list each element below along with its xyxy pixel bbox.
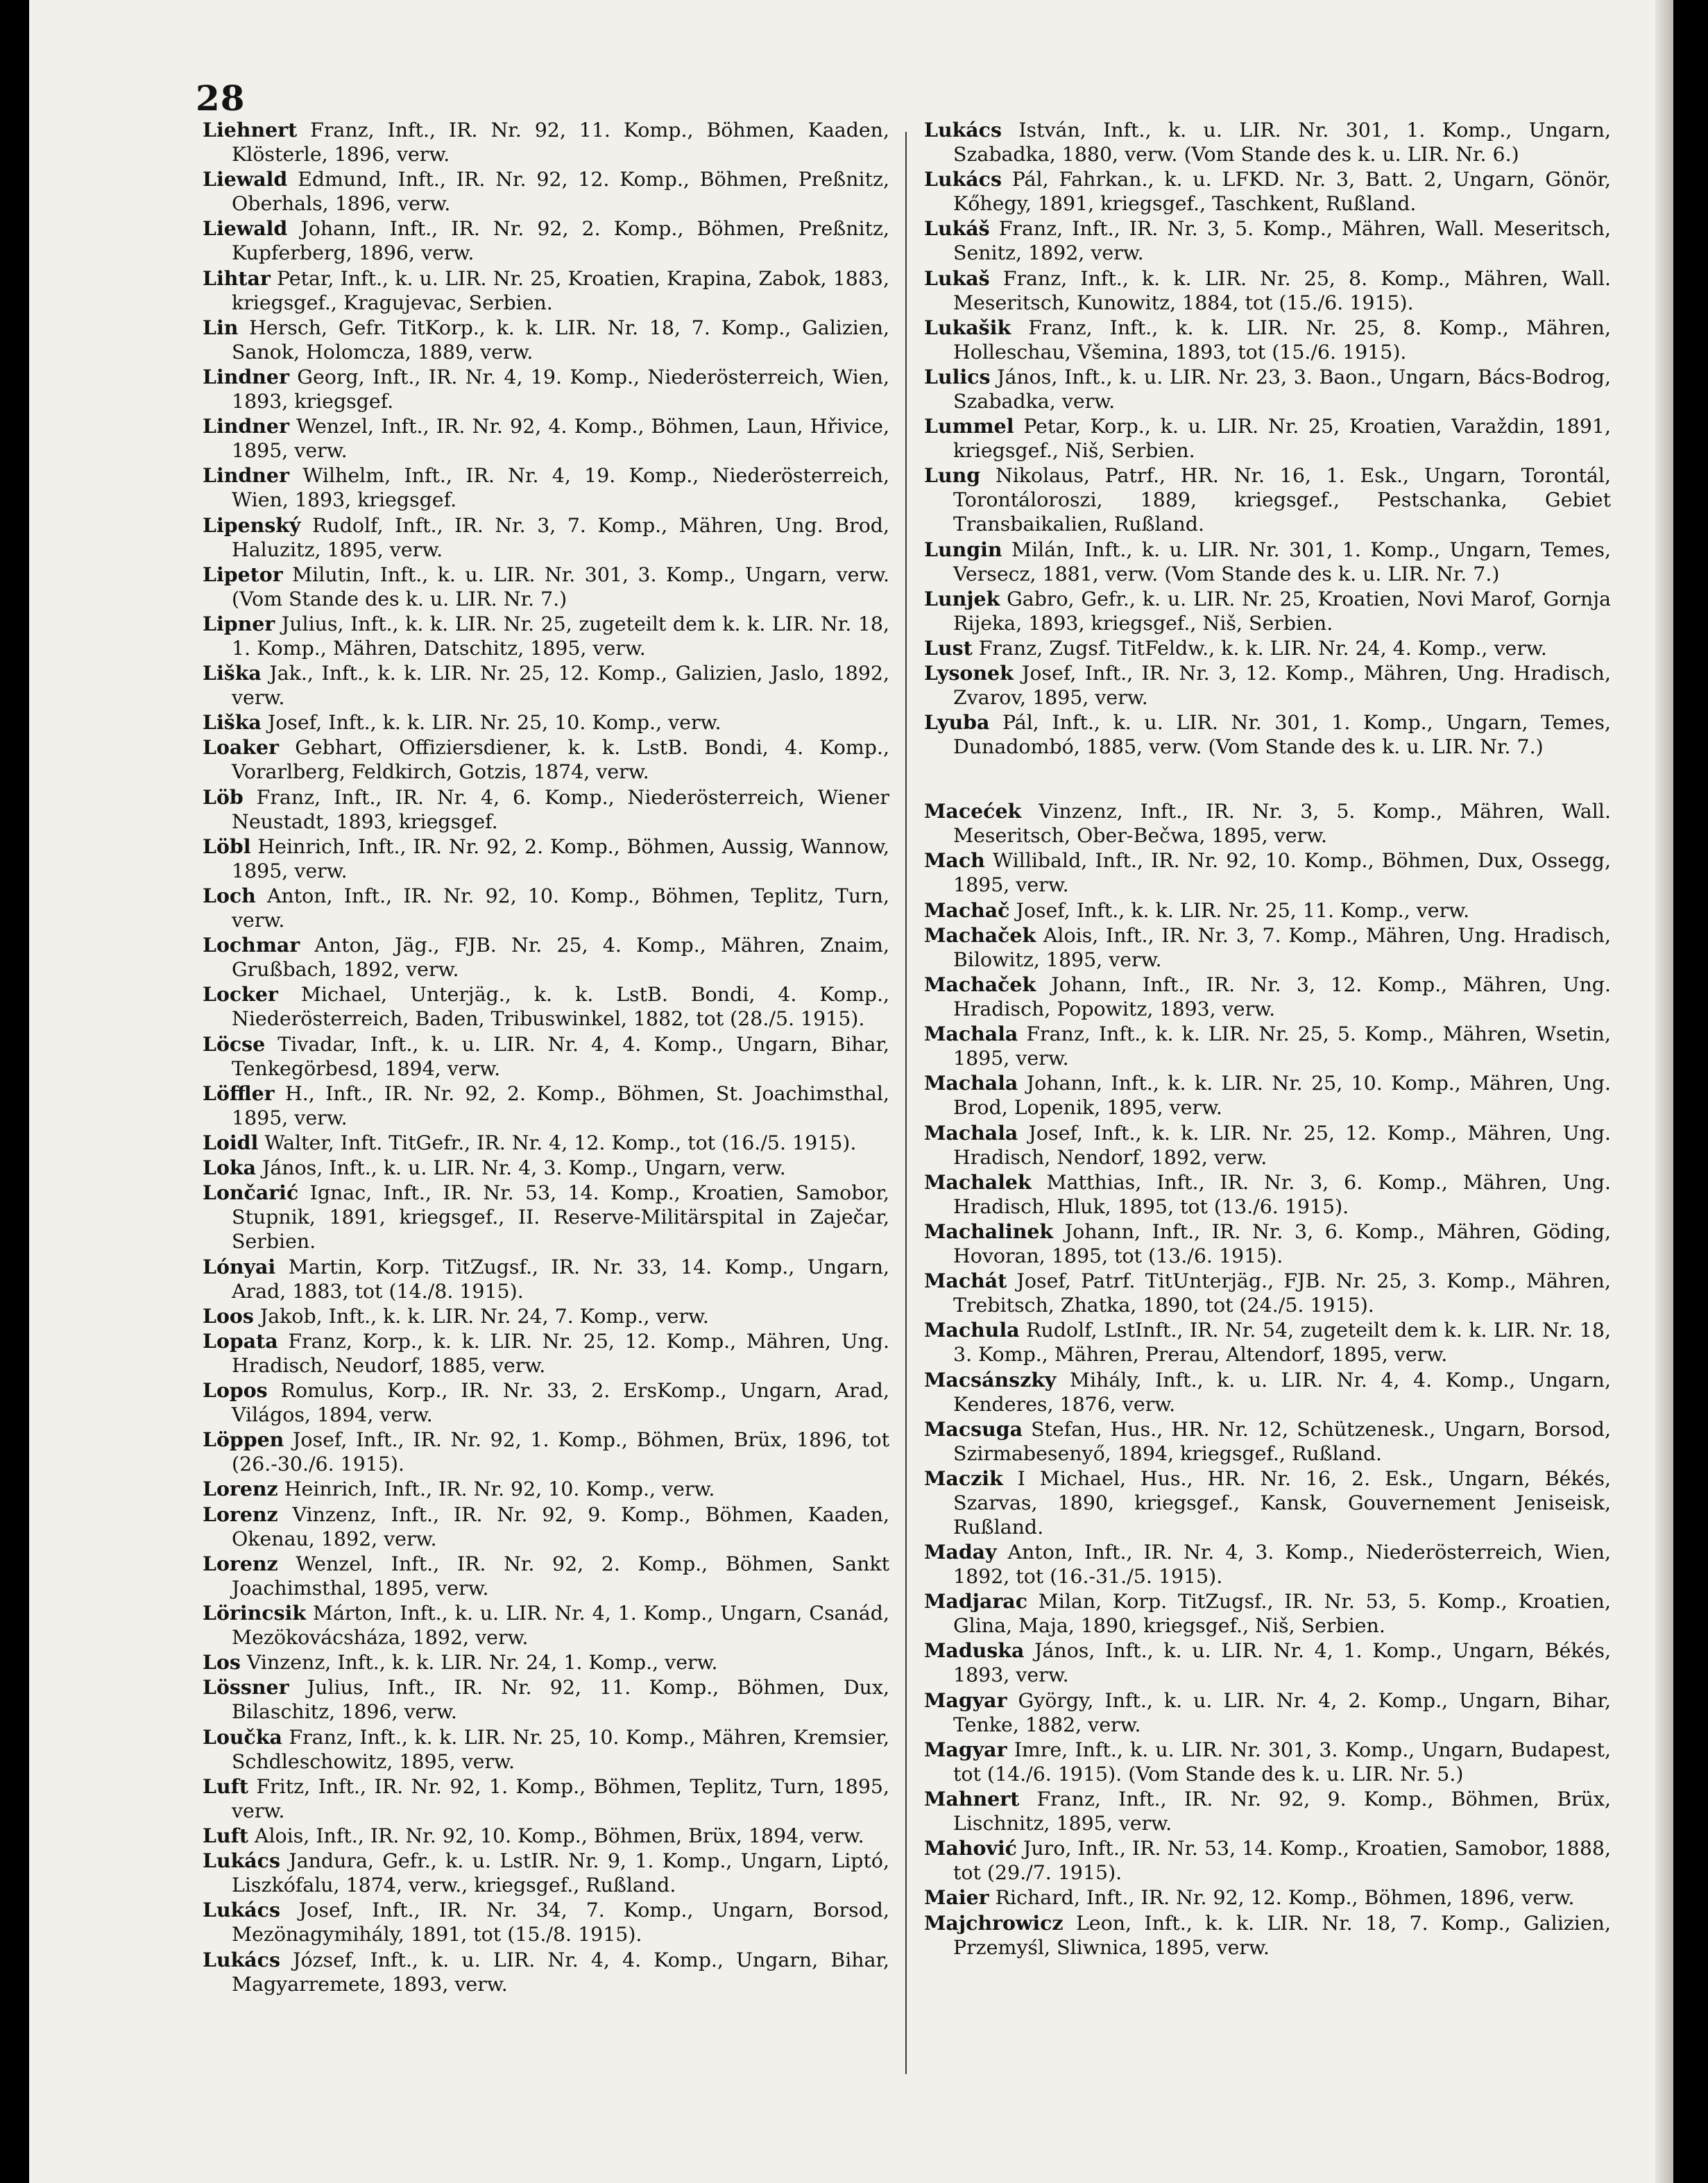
register-entry bbox=[924, 1540, 1611, 1589]
register-entry bbox=[924, 661, 1611, 710]
register-entry bbox=[924, 167, 1611, 216]
entry-details: I Michael, Hus., HR. Nr. 16, 2. Esk., Ungarn, Békés, Szarvas, 1890, kriegsgef., Kansk, Gouvernement Jeniseisk, Rußland. bbox=[953, 1466, 1611, 1539]
entry-details: Hersch, Gefr. TitKorp., k. k. LIR. Nr. 18, 7. Komp., Galizien, Sanok, Holomcza, 1889, verw. bbox=[232, 316, 889, 363]
entry-details: Franz, Inft., IR. Nr. 92, 11. Komp., Böhmen, Kaaden, Klösterle, 1896, verw. bbox=[232, 119, 889, 166]
register-entry bbox=[203, 612, 889, 660]
register-entry bbox=[924, 118, 1611, 166]
register-entry bbox=[203, 933, 889, 982]
entry-surname: Lipner bbox=[203, 611, 275, 635]
entry-details: Josef, Inft., k. k. LIR. Nr. 25, 10. Komp., verw. bbox=[261, 711, 721, 735]
entry-details: Stefan, Hus., HR. Nr. 12, Schützenesk., Ungarn, Borsod, Szirmabesenyő, 1894, kriegsgef., Rußland. bbox=[953, 1417, 1611, 1465]
register-entry bbox=[203, 266, 889, 315]
register-entry bbox=[924, 587, 1611, 635]
entry-details: Vinzenz, Inft., k. k. LIR. Nr. 24, 1. Komp., verw. bbox=[240, 1651, 718, 1675]
register-entry bbox=[924, 266, 1611, 315]
register-entry bbox=[203, 1255, 889, 1303]
register-entry bbox=[203, 661, 889, 710]
entry-details: Rudolf, Inft., IR. Nr. 3, 7. Komp., Mähren, Ung. Brod, Haluzitz, 1895, verw. bbox=[232, 513, 889, 561]
entry-details: Michael, Unterjäg., k. k. LstB. Bondi, 4. Komp., Niederösterreich, Baden, Tribuswinkel, 1882, tot (28./5. 1915). bbox=[232, 983, 889, 1031]
entry-surname: Loka bbox=[203, 1156, 256, 1180]
document-page bbox=[29, 0, 1673, 2183]
entry-details: Anton, Inft., IR. Nr. 4, 3. Komp., Niederösterreich, Wien, 1892, tot (16.-31./5. 1915). bbox=[953, 1541, 1611, 1589]
register-entry bbox=[203, 1181, 889, 1253]
entry-details: Pál, Fahrkan., k. u. LFKD. Nr. 3, Batt. 2, Ungarn, Gönör, Kőhegy, 1891, kriegsgef., Taschkent, Rußland. bbox=[953, 168, 1611, 216]
entry-surname: Luft bbox=[203, 1774, 248, 1798]
entry-surname: Lopos bbox=[203, 1378, 268, 1403]
entry-details: Gabro, Gefr., k. u. LIR. Nr. 25, Kroatien, Novi Marof, Gornja Rijeka, 1893, kriegsgef., Niš, Serbien. bbox=[953, 587, 1611, 635]
entry-surname: Majchrowicz bbox=[924, 1910, 1064, 1935]
entry-surname: Lust bbox=[924, 635, 973, 660]
register-entry bbox=[924, 848, 1611, 897]
entry-details: Josef, Inft., k. k. LIR. Nr. 25, 11. Komp., verw. bbox=[1009, 898, 1470, 922]
left-column bbox=[203, 118, 889, 1997]
register-entry bbox=[924, 799, 1611, 848]
register-entry bbox=[203, 884, 889, 932]
entry-surname: Machalinek bbox=[924, 1219, 1054, 1243]
register-entry bbox=[203, 1378, 889, 1427]
entry-details: József, Inft., k. u. LIR. Nr. 4, 4. Komp., Ungarn, Bihar, Magyarremete, 1893, verw. bbox=[232, 1948, 889, 1996]
entry-details: Milan, Korp. TitZugsf., IR. Nr. 53, 5. Komp., Kroatien, Glina, Maja, 1890, kriegsgef., Niš, Serbien. bbox=[953, 1590, 1611, 1638]
entry-details: Martin, Korp. TitZugsf., IR. Nr. 33, 14. Komp., Ungarn, Arad, 1883, tot (14./8. 1915). bbox=[232, 1255, 889, 1303]
entry-surname: Macsánszky bbox=[924, 1367, 1057, 1392]
entry-surname: Machala bbox=[924, 1022, 1018, 1046]
entry-details: Alois, Inft., IR. Nr. 3, 7. Komp., Mähren, Ung. Hradisch, Bilowitz, 1895, verw. bbox=[953, 923, 1611, 971]
entry-surname: Lorenz bbox=[203, 1477, 278, 1501]
entry-details: Wenzel, Inft., IR. Nr. 92, 4. Komp., Böhmen, Laun, Hřivice, 1895, verw. bbox=[232, 415, 889, 463]
register-entry bbox=[924, 710, 1611, 759]
register-entry bbox=[203, 1774, 889, 1823]
entry-details: Tivadar, Inft., k. u. LIR. Nr. 4, 4. Komp., Ungarn, Bihar, Tenkegörbesd, 1894, verw. bbox=[232, 1032, 889, 1080]
register-entry bbox=[924, 1022, 1611, 1070]
entry-surname: Machaček bbox=[924, 973, 1036, 996]
entry-surname: Löffler bbox=[203, 1081, 275, 1105]
entry-surname: Lipenský bbox=[203, 513, 301, 537]
entry-details: Willibald, Inft., IR. Nr. 92, 10. Komp., Böhmen, Dux, Ossegg, 1895, verw. bbox=[953, 849, 1611, 897]
register-entry bbox=[203, 1503, 889, 1551]
entry-surname: Locker bbox=[203, 982, 278, 1007]
register-entry bbox=[203, 1032, 889, 1081]
entry-details: Franz, Inft., IR. Nr. 4, 6. Komp., Niederösterreich, Wiener Neustadt, 1893, kriegsgef. bbox=[232, 785, 889, 833]
entry-details: Wilhelm, Inft., IR. Nr. 4, 19. Komp., Niederösterreich, Wien, 1893, kriegsgef. bbox=[232, 464, 889, 512]
register-entry bbox=[924, 316, 1611, 364]
entry-surname: Machač bbox=[924, 898, 1010, 922]
entry-details: Márton, Inft., k. u. LIR. Nr. 4, 1. Komp., Ungarn, Csanád, Mezökovácsháza, 1892, verw. bbox=[232, 1602, 889, 1649]
register-entry bbox=[203, 365, 889, 413]
register-entry bbox=[203, 463, 889, 512]
entry-surname: Mahović bbox=[924, 1836, 1017, 1860]
register-entry bbox=[924, 1885, 1611, 1910]
entry-surname: Löppen bbox=[203, 1428, 284, 1452]
register-entry bbox=[924, 1417, 1611, 1466]
entry-details: István, Inft., k. u. LIR. Nr. 301, 1. Komp., Ungarn, Szabadka, 1880, verw. (Vom Stande des k. u. LIR. Nr. 6.) bbox=[953, 119, 1611, 166]
register-entry bbox=[924, 1911, 1611, 1960]
entry-surname: Loučka bbox=[203, 1724, 282, 1749]
entry-details: Heinrich, Inft., IR. Nr. 92, 10. Komp., verw. bbox=[277, 1478, 715, 1501]
register-entry bbox=[924, 1738, 1611, 1786]
entry-details: Franz, Inft., IR. Nr. 3, 5. Komp., Mähren, Wall. Meseritsch, Senitz, 1892, verw. bbox=[953, 217, 1611, 265]
entry-surname: Maczik bbox=[924, 1466, 1003, 1490]
entry-details: Heinrich, Inft., IR. Nr. 92, 2. Komp., Böhmen, Aussig, Wannow, 1895, verw. bbox=[232, 834, 889, 882]
entry-surname: Löcse bbox=[203, 1031, 266, 1056]
entry-surname: Macećek bbox=[924, 799, 1022, 823]
entry-details: Ignac, Inft., IR. Nr. 53, 14. Komp., Kroatien, Samobor, Stupnik, 1891, kriegsgef., II. Reserve-Militärspital in Zaječar, Serbien. bbox=[232, 1181, 889, 1253]
register-entry bbox=[203, 316, 889, 364]
entry-surname: Lipetor bbox=[203, 562, 283, 586]
entry-surname: Liška bbox=[203, 661, 262, 685]
entry-surname: Loidl bbox=[203, 1130, 259, 1154]
register-entry bbox=[924, 636, 1611, 660]
entry-surname: Mach bbox=[924, 848, 985, 873]
entry-surname: Lung bbox=[924, 463, 981, 488]
register-entry bbox=[203, 1898, 889, 1946]
entry-surname: Machala bbox=[924, 1120, 1018, 1145]
entry-surname: Lukaš bbox=[924, 266, 990, 290]
entry-surname: Lungin bbox=[924, 537, 1002, 561]
entry-surname: Mahnert bbox=[924, 1787, 1020, 1810]
entry-surname: Lulics bbox=[924, 364, 991, 388]
entry-details: Pál, Inft., k. u. LIR. Nr. 301, 1. Komp., Ungarn, Temes, Dunadombó, 1885, verw. (Vom Stande des k. u. LIR. Nr. 7.) bbox=[953, 711, 1611, 759]
entry-surname: Machaček bbox=[924, 923, 1036, 947]
register-entry bbox=[924, 216, 1611, 265]
column-divider bbox=[905, 132, 907, 2074]
entry-details: Johann, Inft., IR. Nr. 3, 12. Komp., Mähren, Ung. Hradisch, Popowitz, 1893, verw. bbox=[953, 973, 1611, 1020]
entry-surname: Lindner bbox=[203, 463, 289, 488]
entry-surname: Lössner bbox=[203, 1675, 289, 1700]
register-entry bbox=[924, 1219, 1611, 1268]
register-entry bbox=[203, 1601, 889, 1650]
page-number: 28 bbox=[196, 78, 246, 119]
entry-details: Romulus, Korp., IR. Nr. 33, 2. ErsKomp., Ungarn, Arad, Világos, 1894, verw. bbox=[232, 1379, 889, 1427]
entry-details: Vinzenz, Inft., IR. Nr. 92, 9. Komp., Böhmen, Kaaden, Okenau, 1892, verw. bbox=[232, 1503, 889, 1550]
register-entry bbox=[924, 365, 1611, 413]
entry-surname: Lukács bbox=[203, 1849, 280, 1873]
entry-details: Jandura, Gefr., k. u. LstIR. Nr. 9, 1. Komp., Ungarn, Liptó, Liszkófalu, 1874, verw., kriegsgef., Rußland. bbox=[232, 1849, 889, 1897]
entry-surname: Luft bbox=[203, 1823, 248, 1847]
register-entry bbox=[203, 1156, 889, 1180]
entry-surname: Loos bbox=[203, 1303, 254, 1328]
entry-surname: Liška bbox=[203, 710, 262, 735]
register-entry bbox=[924, 1170, 1611, 1219]
register-entry bbox=[203, 167, 889, 216]
entry-details: Anton, Inft., IR. Nr. 92, 10. Komp., Böhmen, Teplitz, Turn, verw. bbox=[232, 884, 889, 932]
entry-details: Juro, Inft., IR. Nr. 53, 14. Komp., Kroatien, Samobor, 1888, tot (29./7. 1915). bbox=[953, 1837, 1611, 1885]
entry-surname: Macsuga bbox=[924, 1416, 1023, 1441]
register-entry bbox=[924, 1638, 1611, 1687]
entry-surname: Machát bbox=[924, 1269, 1007, 1293]
register-entry bbox=[203, 1725, 889, 1774]
entry-details: Jakob, Inft., k. k. LIR. Nr. 24, 7. Komp., verw. bbox=[253, 1304, 709, 1328]
entry-surname: Lopata bbox=[203, 1328, 278, 1353]
register-entry bbox=[203, 118, 889, 166]
entry-surname: Madjarac bbox=[924, 1589, 1027, 1613]
entry-details: Nikolaus, Patrf., HR. Nr. 16, 1. Esk., Ungarn, Torontál, Torontáloroszi, 1889, kriegsgef., Pestschanka, Gebiet Transbaikalien, Rußland. bbox=[953, 464, 1611, 536]
entry-surname: Lukáš bbox=[924, 216, 990, 241]
register-entry bbox=[203, 216, 889, 265]
entry-surname: Lukács bbox=[924, 118, 1002, 142]
entry-details: Petar, Inft., k. u. LIR. Nr. 25, Kroatien, Krapina, Zabok, 1883, kriegsgef., Kragujevac, Serbien. bbox=[232, 266, 889, 314]
register-entry bbox=[203, 1675, 889, 1724]
register-entry bbox=[924, 1589, 1611, 1638]
register-entry bbox=[924, 463, 1611, 536]
register-entry bbox=[924, 973, 1611, 1021]
entry-details: Fritz, Inft., IR. Nr. 92, 1. Komp., Böhmen, Teplitz, Turn, 1895, verw. bbox=[232, 1774, 889, 1822]
entry-surname: Lörincsik bbox=[203, 1601, 307, 1625]
entry-surname: Lin bbox=[203, 315, 239, 339]
entry-details: Josef, Patrf. TitUnterjäg., FJB. Nr. 25, 3. Komp., Mähren, Trebitsch, Zhatka, 1890, tot (24./5. 1915). bbox=[953, 1269, 1611, 1317]
register-entry bbox=[203, 563, 889, 611]
entry-details: Richard, Inft., IR. Nr. 92, 12. Komp., Böhmen, 1896, verw. bbox=[989, 1886, 1575, 1910]
entry-details: János, Inft., k. u. LIR. Nr. 4, 1. Komp., Ungarn, Békés, 1893, verw. bbox=[953, 1639, 1611, 1687]
register-entry bbox=[203, 1824, 889, 1848]
entry-details: Franz, Korp., k. k. LIR. Nr. 25, 12. Komp., Mähren, Ung. Hradisch, Neudorf, 1885, verw. bbox=[232, 1329, 889, 1377]
entry-surname: Loaker bbox=[203, 735, 279, 760]
entry-surname: Liehnert bbox=[203, 118, 298, 142]
register-entry bbox=[924, 1071, 1611, 1120]
entry-details: Johann, Inft., k. k. LIR. Nr. 25, 10. Komp., Mähren, Ung. Brod, Lopenik, 1895, verw. bbox=[953, 1072, 1611, 1120]
register-entry bbox=[924, 923, 1611, 972]
entry-details: H., Inft., IR. Nr. 92, 2. Komp., Böhmen, St. Joachimsthal, 1895, verw. bbox=[232, 1081, 889, 1129]
register-entry bbox=[203, 834, 889, 883]
entry-details: Alois, Inft., IR. Nr. 92, 10. Komp., Böhmen, Brüx, 1894, verw. bbox=[248, 1824, 864, 1847]
entry-surname: Maday bbox=[924, 1540, 997, 1564]
entry-details: Wenzel, Inft., IR. Nr. 92, 2. Komp., Böhmen, Sankt Joachimsthal, 1895, verw. bbox=[232, 1552, 889, 1600]
entry-details: Rudolf, LstInft., IR. Nr. 54, zugeteilt dem k. k. LIR. Nr. 18, 3. Komp., Mähren, Prerau, Altendorf, 1895, verw. bbox=[953, 1319, 1611, 1367]
entry-details: János, Inft., k. u. LIR. Nr. 4, 3. Komp., Ungarn, verw. bbox=[255, 1156, 786, 1180]
entry-surname: Liewald bbox=[203, 167, 288, 191]
entry-details: Franz, Inft., k. k. LIR. Nr. 25, 8. Komp., Mähren, Holleschau, Všemina, 1893, tot (15./6. 1915). bbox=[953, 316, 1611, 363]
entry-surname: Machalek bbox=[924, 1170, 1032, 1194]
register-entry bbox=[924, 538, 1611, 586]
register-entry bbox=[203, 513, 889, 562]
register-entry bbox=[924, 1787, 1611, 1835]
register-entry bbox=[924, 1836, 1611, 1885]
entry-details: Franz, Inft., IR. Nr. 92, 9. Komp., Böhmen, Brüx, Lischnitz, 1895, verw. bbox=[953, 1788, 1611, 1835]
register-entry bbox=[924, 1121, 1611, 1170]
entry-surname: Los bbox=[203, 1650, 241, 1675]
entry-details: Johann, Inft., IR. Nr. 92, 2. Komp., Böhmen, Preßnitz, Kupferberg, 1896, verw. bbox=[232, 217, 889, 265]
entry-surname: Liewald bbox=[203, 216, 288, 241]
register-entry bbox=[924, 1368, 1611, 1416]
register-entry bbox=[924, 1688, 1611, 1737]
entry-details: Edmund, Inft., IR. Nr. 92, 12. Komp., Böhmen, Preßnitz, Oberhals, 1896, verw. bbox=[232, 168, 889, 216]
entry-details: György, Inft., k. u. LIR. Nr. 4, 2. Komp., Ungarn, Bihar, Tenke, 1882, verw. bbox=[953, 1688, 1611, 1736]
entry-surname: Loch bbox=[203, 884, 256, 907]
entry-surname: Löbl bbox=[203, 834, 251, 858]
entry-surname: Lyuba bbox=[924, 710, 990, 735]
register-entry bbox=[924, 1466, 1611, 1539]
register-entry bbox=[203, 1329, 889, 1378]
register-entry bbox=[203, 1849, 889, 1897]
entry-details: János, Inft., k. u. LIR. Nr. 23, 3. Baon., Ungarn, Bács-Bodrog, Szabadka, verw. bbox=[953, 365, 1611, 413]
entry-surname: Lónyai bbox=[203, 1254, 276, 1278]
entry-details: Franz, Inft., k. k. LIR. Nr. 25, 8. Komp., Mähren, Wall. Meseritsch, Kunowitz, 1884, tot (15./6. 1915). bbox=[953, 266, 1611, 314]
entry-surname: Magyar bbox=[924, 1688, 1007, 1712]
entry-details: Julius, Inft., k. k. LIR. Nr. 25, zugeteilt dem k. k. LIR. Nr. 18, 1. Komp., Mähren, Datschitz, 1895, verw. bbox=[232, 612, 889, 660]
register-entry bbox=[203, 1552, 889, 1600]
register-entry bbox=[924, 898, 1611, 923]
register-entry bbox=[924, 1269, 1611, 1317]
right-column bbox=[924, 118, 1611, 1960]
page-edge bbox=[1655, 0, 1673, 2183]
entry-details: Jak., Inft., k. k. LIR. Nr. 25, 12. Komp., Galizien, Jaslo, 1892, verw. bbox=[232, 662, 889, 710]
entry-details: Josef, Inft., k. k. LIR. Nr. 25, 12. Komp., Mähren, Ung. Hradisch, Nendorf, 1892, verw. bbox=[953, 1121, 1611, 1169]
entry-details: Imre, Inft., k. u. LIR. Nr. 301, 3. Komp., Ungarn, Budapest, tot (14./6. 1915). (Vom Stande des k. u. LIR. Nr. 5.) bbox=[953, 1738, 1611, 1786]
entry-details: Milutin, Inft., k. u. LIR. Nr. 301, 3. Komp., Ungarn, verw. (Vom Stande des k. u. LIR. Nr. 7.) bbox=[232, 563, 889, 610]
entry-surname: Lunjek bbox=[924, 586, 1000, 610]
register-entry bbox=[203, 414, 889, 463]
entry-details: Gebhart, Offiziersdiener, k. k. LstB. Bondi, 4. Komp., Vorarlberg, Feldkirch, Gotzis, 1874, verw. bbox=[232, 736, 889, 784]
entry-details: Petar, Korp., k. u. LIR. Nr. 25, Kroatien, Varaždin, 1891, kriegsgef., Niš, Serbien. bbox=[953, 415, 1611, 463]
entry-surname: Lihtar bbox=[203, 266, 271, 290]
entry-details: Leon, Inft., k. k. LIR. Nr. 18, 7. Komp., Galizien, Przemyśl, Sliwnica, 1895, verw. bbox=[953, 1911, 1611, 1959]
entry-details: Milán, Inft., k. u. LIR. Nr. 301, 1. Komp., Ungarn, Temes, Versecz, 1881, verw. (Vom Stande des k. u. LIR. Nr. 7.) bbox=[953, 538, 1611, 585]
entry-details: Anton, Jäg., FJB. Nr. 25, 4. Komp., Mähren, Znaim, Grußbach, 1892, verw. bbox=[232, 934, 889, 982]
entry-surname: Machula bbox=[924, 1318, 1020, 1342]
register-entry bbox=[203, 1948, 889, 1996]
entry-surname: Machala bbox=[924, 1071, 1018, 1095]
entry-surname: Magyar bbox=[924, 1737, 1007, 1761]
entry-surname: Lukács bbox=[924, 167, 1002, 191]
entry-surname: Lukács bbox=[203, 1898, 280, 1922]
register-entry bbox=[924, 414, 1611, 463]
entry-surname: Lummel bbox=[924, 414, 1014, 438]
entry-details: Franz, Inft., k. k. LIR. Nr. 25, 5. Komp., Mähren, Wsetin, 1895, verw. bbox=[953, 1022, 1611, 1070]
register-entry bbox=[203, 1428, 889, 1476]
entry-details: Mihály, Inft., k. u. LIR. Nr. 4, 4. Komp., Ungarn, Kenderes, 1876, verw. bbox=[953, 1368, 1611, 1416]
entry-details: Franz, Inft., k. k. LIR. Nr. 25, 10. Komp., Mähren, Kremsier, Schdleschowitz, 1895, verw. bbox=[232, 1725, 889, 1773]
entry-details: Matthias, Inft., IR. Nr. 3, 6. Komp., Mähren, Ung. Hradisch, Hluk, 1895, tot (13./6. 1915). bbox=[953, 1170, 1611, 1218]
entry-surname: Lorenz bbox=[203, 1551, 278, 1575]
entry-surname: Maduska bbox=[924, 1638, 1025, 1663]
entry-surname: Lindner bbox=[203, 364, 289, 388]
entry-details: Josef, Inft., IR. Nr. 3, 12. Komp., Mähren, Ung. Hradisch, Zvarov, 1895, verw. bbox=[953, 662, 1611, 710]
entry-surname: Löb bbox=[203, 785, 244, 809]
entry-surname: Lorenz bbox=[203, 1502, 278, 1526]
entry-details: Vinzenz, Inft., IR. Nr. 3, 5. Komp., Mähren, Wall. Meseritsch, Ober-Bečwa, 1895, verw. bbox=[953, 800, 1611, 848]
entry-details: Walter, Inft. TitGefr., IR. Nr. 4, 12. Komp., tot (16./5. 1915). bbox=[258, 1131, 857, 1154]
register-entry bbox=[203, 785, 889, 834]
entry-surname: Lysonek bbox=[924, 661, 1014, 685]
register-entry bbox=[203, 982, 889, 1031]
entry-surname: Maier bbox=[924, 1885, 989, 1910]
register-entry bbox=[203, 710, 889, 735]
register-entry bbox=[203, 1304, 889, 1328]
register-entry bbox=[203, 1477, 889, 1501]
entry-details: Georg, Inft., IR. Nr. 4, 19. Komp., Niederösterreich, Wien, 1893, kriegsgef. bbox=[232, 365, 889, 413]
entry-surname: Lindner bbox=[203, 414, 289, 438]
entry-surname: Lukács bbox=[203, 1947, 280, 1971]
entry-details: Josef, Inft., IR. Nr. 34, 7. Komp., Ungarn, Borsod, Mezönagymihály, 1891, tot (15./8. 1915). bbox=[232, 1899, 889, 1946]
entry-surname: Lončarić bbox=[203, 1181, 299, 1205]
entry-details: Julius, Inft., IR. Nr. 92, 11. Komp., Böhmen, Dux, Bilaschitz, 1896, verw. bbox=[232, 1676, 889, 1724]
register-entry bbox=[924, 1318, 1611, 1367]
entry-surname: Lukašik bbox=[924, 315, 1011, 339]
entry-details: Johann, Inft., IR. Nr. 3, 6. Komp., Mähren, Göding, Hovoran, 1895, tot (13./6. 1915). bbox=[953, 1219, 1611, 1267]
entry-surname: Lochmar bbox=[203, 933, 300, 957]
register-entry bbox=[203, 1131, 889, 1155]
entry-details: Franz, Zugsf. TitFeldw., k. k. LIR. Nr. 24, 4. Komp., verw. bbox=[972, 636, 1547, 660]
register-entry bbox=[203, 735, 889, 784]
entry-details: Josef, Inft., IR. Nr. 92, 1. Komp., Böhmen, Brüx, 1896, tot (26.-30./6. 1915). bbox=[232, 1428, 889, 1476]
register-entry bbox=[203, 1650, 889, 1675]
register-entry bbox=[203, 1081, 889, 1130]
